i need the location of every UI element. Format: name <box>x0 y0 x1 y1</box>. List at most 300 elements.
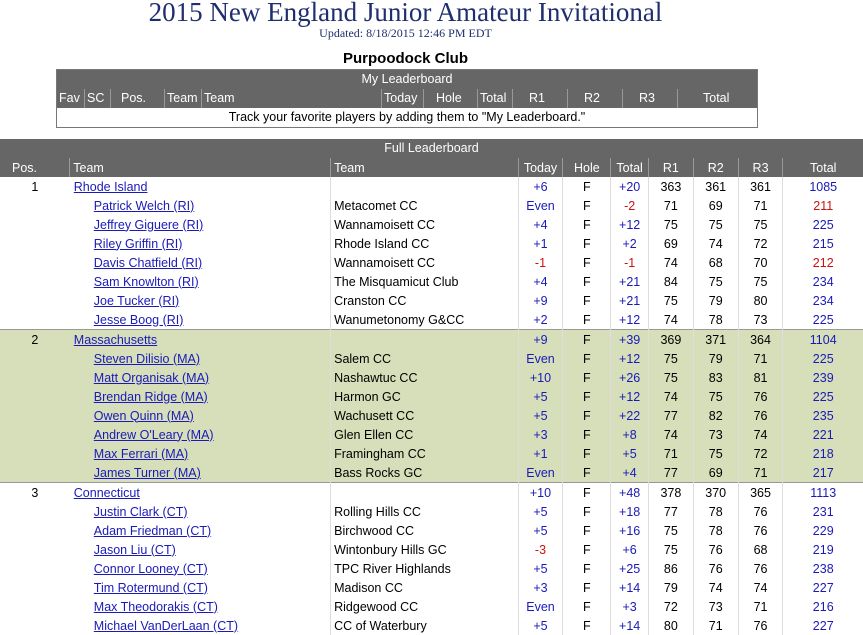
club-cell: Wanumetonomy G&CC <box>331 310 518 330</box>
pos-cell <box>0 616 70 635</box>
club-cell: Wannamoisett CC <box>331 253 518 272</box>
today-cell: +5 <box>518 616 563 635</box>
team-row <box>0 177 863 196</box>
today-cell: -3 <box>518 540 563 559</box>
name-cell <box>70 597 331 616</box>
grand-total-cell: 235 <box>783 406 863 425</box>
pos-cell <box>0 291 70 310</box>
r1-cell: 363 <box>648 177 693 196</box>
today-cell: +1 <box>518 444 563 463</box>
hole-cell: F <box>563 253 611 272</box>
club-cell: Rolling Hills CC <box>331 502 518 521</box>
club-cell: Metacomet CC <box>331 196 518 215</box>
th-team[interactable]: Team <box>70 158 331 177</box>
col-grand-total[interactable]: Total <box>677 89 757 108</box>
grand-total-cell: 212 <box>783 253 863 272</box>
grand-total-cell: 231 <box>783 502 863 521</box>
team-link[interactable]: Connecticut <box>73 485 140 500</box>
total-cell: +21 <box>611 272 649 291</box>
player-row <box>0 368 863 387</box>
th-grand-total[interactable]: Total <box>783 158 863 177</box>
today-cell: Even <box>518 349 563 368</box>
full-leaderboard-title: Full Leaderboard <box>0 139 863 158</box>
pos-cell <box>0 349 70 368</box>
pos-cell <box>0 559 70 578</box>
r3-cell: 75 <box>738 272 783 291</box>
team-link[interactable]: Rhode Island <box>73 179 148 194</box>
name-cell <box>70 463 331 483</box>
player-link[interactable]: Joe Tucker (RI) <box>93 293 180 308</box>
full-leaderboard <box>0 139 863 635</box>
r3-cell: 81 <box>738 368 783 387</box>
pos-cell <box>0 502 70 521</box>
name-cell <box>70 330 331 350</box>
player-link[interactable]: Owen Quinn (MA) <box>93 408 194 423</box>
r3-cell: 361 <box>738 177 783 196</box>
name-cell <box>70 387 331 406</box>
hole-cell: F <box>563 234 611 253</box>
pos-cell <box>0 272 70 291</box>
player-row <box>0 502 863 521</box>
r1-cell: 74 <box>648 310 693 330</box>
total-cell: +6 <box>611 540 649 559</box>
pos-cell <box>0 444 70 463</box>
r3-cell: 72 <box>738 444 783 463</box>
r3-cell: 365 <box>738 483 783 503</box>
col-pos[interactable]: Pos. <box>110 89 164 108</box>
total-cell: +3 <box>611 597 649 616</box>
player-link[interactable]: James Turner (MA) <box>93 465 201 480</box>
club-cell: Ridgewood CC <box>331 597 518 616</box>
player-link[interactable]: Jeffrey Giguere (RI) <box>93 217 204 232</box>
r1-cell: 75 <box>648 349 693 368</box>
col-team-club[interactable]: Team <box>201 89 381 108</box>
col-today[interactable]: Today <box>381 89 423 108</box>
grand-total-cell: 239 <box>783 368 863 387</box>
name-cell <box>70 234 331 253</box>
hole-cell: F <box>563 368 611 387</box>
r3-cell: 71 <box>738 349 783 368</box>
pos-cell <box>0 253 70 272</box>
r2-cell: 78 <box>693 310 738 330</box>
grand-total-cell: 229 <box>783 521 863 540</box>
r3-cell: 76 <box>738 616 783 635</box>
club-cell: Cranston CC <box>331 291 518 310</box>
hole-cell: F <box>563 540 611 559</box>
col-sc[interactable]: SC <box>84 89 110 108</box>
grand-total-cell: 1085 <box>783 177 863 196</box>
table-header-row <box>0 158 863 177</box>
hole-cell: F <box>563 196 611 215</box>
leaderboard-table <box>0 158 863 635</box>
col-total[interactable]: Total <box>477 89 512 108</box>
hole-cell: F <box>563 349 611 368</box>
pos-cell <box>0 234 70 253</box>
total-cell: +14 <box>611 578 649 597</box>
player-row <box>0 253 863 272</box>
club-cell: CC of Waterbury <box>331 616 518 635</box>
player-link[interactable]: Max Theodorakis (CT) <box>93 599 218 614</box>
r3-cell: 76 <box>738 559 783 578</box>
total-cell: +26 <box>611 368 649 387</box>
today-cell: +9 <box>518 291 563 310</box>
today-cell: +5 <box>518 387 563 406</box>
r1-cell: 378 <box>648 483 693 503</box>
r2-cell: 75 <box>693 387 738 406</box>
club-cell: TPC River Highlands <box>331 559 518 578</box>
r3-cell: 71 <box>738 463 783 483</box>
r1-cell: 74 <box>648 425 693 444</box>
pos-cell <box>0 463 70 483</box>
player-row <box>0 291 863 310</box>
col-r3[interactable]: R3 <box>622 89 677 108</box>
r3-cell: 71 <box>738 196 783 215</box>
grand-total-cell: 225 <box>783 387 863 406</box>
total-cell: +8 <box>611 425 649 444</box>
name-cell <box>70 272 331 291</box>
name-cell <box>70 196 331 215</box>
total-cell: +2 <box>611 234 649 253</box>
r3-cell: 72 <box>738 234 783 253</box>
pos-cell <box>0 310 70 330</box>
player-row <box>0 425 863 444</box>
r1-cell: 86 <box>648 559 693 578</box>
grand-total-cell: 1104 <box>783 330 863 350</box>
pos-cell: 1 <box>31 179 39 194</box>
grand-total-cell: 234 <box>783 272 863 291</box>
r3-cell: 76 <box>738 406 783 425</box>
player-row <box>0 578 863 597</box>
total-cell: +16 <box>611 521 649 540</box>
today-cell: +4 <box>518 272 563 291</box>
player-row <box>0 196 863 215</box>
r2-cell: 76 <box>693 540 738 559</box>
club-cell <box>331 330 518 350</box>
today-cell: -1 <box>518 253 563 272</box>
hole-cell: F <box>563 597 611 616</box>
r1-cell: 74 <box>648 253 693 272</box>
pos-cell <box>0 215 70 234</box>
player-row <box>0 349 863 368</box>
r1-cell: 80 <box>648 616 693 635</box>
hole-cell: F <box>563 406 611 425</box>
player-link[interactable]: Riley Griffin (RI) <box>93 236 183 251</box>
th-club[interactable]: Team <box>331 158 518 177</box>
club-name: Purpoodock Club <box>343 50 468 67</box>
today-cell: Even <box>518 463 563 483</box>
player-link[interactable]: Jesse Boog (RI) <box>93 312 184 327</box>
pos-cell: 3 <box>0 483 70 503</box>
name-cell <box>70 425 331 444</box>
col-fav[interactable]: Fav <box>59 91 80 105</box>
player-row <box>0 521 863 540</box>
grand-total-cell: 211 <box>783 196 863 215</box>
r1-cell: 77 <box>648 463 693 483</box>
club-cell <box>331 177 518 196</box>
total-cell: -1 <box>611 253 649 272</box>
r1-cell: 72 <box>648 597 693 616</box>
name-cell <box>70 177 331 196</box>
r1-cell: 71 <box>648 444 693 463</box>
r3-cell: 70 <box>738 253 783 272</box>
club-cell: Birchwood CC <box>331 521 518 540</box>
player-row <box>0 597 863 616</box>
name-cell <box>70 502 331 521</box>
r2-cell: 75 <box>693 444 738 463</box>
pos-cell: 2 <box>0 330 70 350</box>
r2-cell: 82 <box>693 406 738 425</box>
player-row <box>0 540 863 559</box>
my-leaderboard <box>56 69 758 128</box>
grand-total-cell: 218 <box>783 444 863 463</box>
name-cell <box>70 406 331 425</box>
today-cell: +5 <box>518 502 563 521</box>
pos-cell <box>0 368 70 387</box>
total-cell: +25 <box>611 559 649 578</box>
hole-cell: F <box>563 444 611 463</box>
total-cell: +20 <box>611 177 649 196</box>
today-cell: Even <box>518 196 563 215</box>
r2-cell: 75 <box>693 215 738 234</box>
player-link[interactable]: Tim Rotermund (CT) <box>93 580 208 595</box>
hole-cell: F <box>563 425 611 444</box>
player-row <box>0 215 863 234</box>
today-cell: +5 <box>518 559 563 578</box>
hole-cell: F <box>563 616 611 635</box>
player-row <box>0 310 863 330</box>
player-link[interactable]: Brendan Ridge (MA) <box>93 389 208 404</box>
r2-cell: 75 <box>693 272 738 291</box>
today-cell: +5 <box>518 406 563 425</box>
col-team[interactable]: Team <box>164 89 201 108</box>
r3-cell: 80 <box>738 291 783 310</box>
name-cell <box>70 444 331 463</box>
total-cell: +5 <box>611 444 649 463</box>
r2-cell: 79 <box>693 349 738 368</box>
grand-total-cell: 219 <box>783 540 863 559</box>
total-cell: +4 <box>611 463 649 483</box>
col-hole[interactable]: Hole <box>423 89 477 108</box>
club-cell: Harmon GC <box>331 387 518 406</box>
my-leaderboard-title: My Leaderboard <box>57 70 757 89</box>
club-cell: Glen Ellen CC <box>331 425 518 444</box>
player-row <box>0 406 863 425</box>
th-hole[interactable]: Hole <box>563 158 611 177</box>
name-cell <box>70 368 331 387</box>
page-title: 2015 New England Junior Amateur Invitational <box>148 0 663 27</box>
col-r1[interactable]: R1 <box>512 89 567 108</box>
r2-cell: 73 <box>693 597 738 616</box>
r3-cell: 76 <box>738 521 783 540</box>
today-cell: +2 <box>518 310 563 330</box>
player-link[interactable]: Adam Friedman (CT) <box>93 523 212 538</box>
r1-cell: 71 <box>648 196 693 215</box>
total-cell: -2 <box>611 196 649 215</box>
r1-cell: 75 <box>648 540 693 559</box>
club-cell: Wintonbury Hills GC <box>331 540 518 559</box>
r1-cell: 77 <box>648 502 693 521</box>
grand-total-cell: 216 <box>783 597 863 616</box>
r1-cell: 77 <box>648 406 693 425</box>
total-cell: +39 <box>611 330 649 350</box>
r2-cell: 74 <box>693 578 738 597</box>
name-cell <box>70 215 331 234</box>
th-r2[interactable]: R2 <box>693 158 738 177</box>
today-cell: +6 <box>518 177 563 196</box>
name-cell <box>70 310 331 330</box>
r2-cell: 68 <box>693 253 738 272</box>
player-link[interactable]: Andrew O'Leary (MA) <box>93 427 214 442</box>
total-cell: +22 <box>611 406 649 425</box>
grand-total-cell: 215 <box>783 234 863 253</box>
pos-cell <box>0 387 70 406</box>
grand-total-cell: 225 <box>783 215 863 234</box>
pos-cell <box>0 578 70 597</box>
r2-cell: 73 <box>693 425 738 444</box>
r1-cell: 369 <box>648 330 693 350</box>
hole-cell: F <box>563 559 611 578</box>
r3-cell: 68 <box>738 540 783 559</box>
club-cell: Salem CC <box>331 349 518 368</box>
grand-total-cell: 225 <box>783 310 863 330</box>
th-r1[interactable]: R1 <box>648 158 693 177</box>
total-cell: +12 <box>611 310 649 330</box>
team-row <box>0 483 863 503</box>
r1-cell: 79 <box>648 578 693 597</box>
today-cell: +1 <box>518 234 563 253</box>
r3-cell: 76 <box>738 502 783 521</box>
th-today[interactable]: Today <box>518 158 563 177</box>
club-cell: Framingham CC <box>331 444 518 463</box>
player-link[interactable]: Matt Organisak (MA) <box>93 370 210 385</box>
r1-cell: 74 <box>648 387 693 406</box>
club-cell: Madison CC <box>331 578 518 597</box>
player-link[interactable]: Connor Looney (CT) <box>93 561 208 576</box>
r1-cell: 84 <box>648 272 693 291</box>
name-cell <box>70 540 331 559</box>
club-cell: Nashawtuc CC <box>331 368 518 387</box>
player-row <box>0 272 863 291</box>
today-cell: +4 <box>518 215 563 234</box>
r3-cell: 74 <box>738 578 783 597</box>
player-link[interactable]: Michael VanDerLaan (CT) <box>93 618 239 633</box>
name-cell <box>70 559 331 578</box>
grand-total-cell: 225 <box>783 349 863 368</box>
r2-cell: 370 <box>693 483 738 503</box>
club-cell: The Misquamicut Club <box>331 272 518 291</box>
pos-cell <box>0 406 70 425</box>
player-link[interactable]: Sam Knowlton (RI) <box>93 274 199 289</box>
col-r2[interactable]: R2 <box>567 89 622 108</box>
pos-cell <box>0 597 70 616</box>
hole-cell: F <box>563 387 611 406</box>
hole-cell: F <box>563 272 611 291</box>
today-cell: +5 <box>518 521 563 540</box>
hole-cell: F <box>563 578 611 597</box>
player-link[interactable]: Steven Dilisio (MA) <box>93 351 201 366</box>
r3-cell: 364 <box>738 330 783 350</box>
name-cell <box>70 291 331 310</box>
total-cell: +12 <box>611 349 649 368</box>
today-cell: +9 <box>518 330 563 350</box>
grand-total-cell: 234 <box>783 291 863 310</box>
r1-cell: 69 <box>648 234 693 253</box>
total-cell: +18 <box>611 502 649 521</box>
today-cell: +3 <box>518 578 563 597</box>
r2-cell: 79 <box>693 291 738 310</box>
name-cell <box>70 578 331 597</box>
hole-cell: F <box>563 330 611 350</box>
hole-cell: F <box>563 521 611 540</box>
hole-cell: F <box>563 291 611 310</box>
updated-timestamp: Updated: 8/18/2015 12:46 PM EDT <box>319 26 492 40</box>
hole-cell: F <box>563 215 611 234</box>
name-cell <box>70 253 331 272</box>
player-row <box>0 444 863 463</box>
total-cell: +21 <box>611 291 649 310</box>
pos-cell <box>0 425 70 444</box>
my-leaderboard-columns <box>57 89 757 108</box>
r2-cell: 361 <box>693 177 738 196</box>
name-cell <box>70 483 331 503</box>
grand-total-cell: 217 <box>783 463 863 483</box>
pos-cell <box>0 521 70 540</box>
club-cell: Wachusett CC <box>331 406 518 425</box>
pos-cell <box>0 196 70 215</box>
grand-total-cell: 1113 <box>783 483 863 503</box>
player-row <box>0 559 863 578</box>
pos-cell <box>0 540 70 559</box>
grand-total-cell: 238 <box>783 559 863 578</box>
player-row <box>0 234 863 253</box>
player-row <box>0 387 863 406</box>
r2-cell: 78 <box>693 521 738 540</box>
r2-cell: 371 <box>693 330 738 350</box>
th-pos[interactable]: Pos. <box>0 158 70 177</box>
hole-cell: F <box>563 483 611 503</box>
player-link[interactable]: Patrick Welch (RI) <box>93 198 195 213</box>
player-link[interactable]: Jason Liu (CT) <box>93 542 176 557</box>
grand-total-cell: 227 <box>783 578 863 597</box>
grand-total-cell: 221 <box>783 425 863 444</box>
today-cell: +10 <box>518 368 563 387</box>
th-total[interactable]: Total <box>611 158 649 177</box>
my-leaderboard-note: Track your favorite players by adding them to "My Leaderboard." <box>57 108 757 127</box>
th-r3[interactable]: R3 <box>738 158 783 177</box>
r2-cell: 78 <box>693 502 738 521</box>
r1-cell: 75 <box>648 368 693 387</box>
r1-cell: 75 <box>648 291 693 310</box>
player-link[interactable]: Max Ferrari (MA) <box>93 446 189 461</box>
total-cell: +12 <box>611 387 649 406</box>
r3-cell: 71 <box>738 597 783 616</box>
r2-cell: 69 <box>693 196 738 215</box>
player-row <box>0 616 863 635</box>
r3-cell: 75 <box>738 215 783 234</box>
r2-cell: 74 <box>693 234 738 253</box>
total-cell: +48 <box>611 483 649 503</box>
r1-cell: 75 <box>648 521 693 540</box>
r2-cell: 76 <box>693 559 738 578</box>
today-cell: Even <box>518 597 563 616</box>
player-link[interactable]: Davis Chatfield (RI) <box>93 255 203 270</box>
r2-cell: 71 <box>693 616 738 635</box>
today-cell: +10 <box>518 483 563 503</box>
name-cell <box>70 521 331 540</box>
player-link[interactable]: Justin Clark (CT) <box>93 504 188 519</box>
team-link[interactable]: Massachusetts <box>73 332 158 347</box>
hole-cell: F <box>563 463 611 483</box>
